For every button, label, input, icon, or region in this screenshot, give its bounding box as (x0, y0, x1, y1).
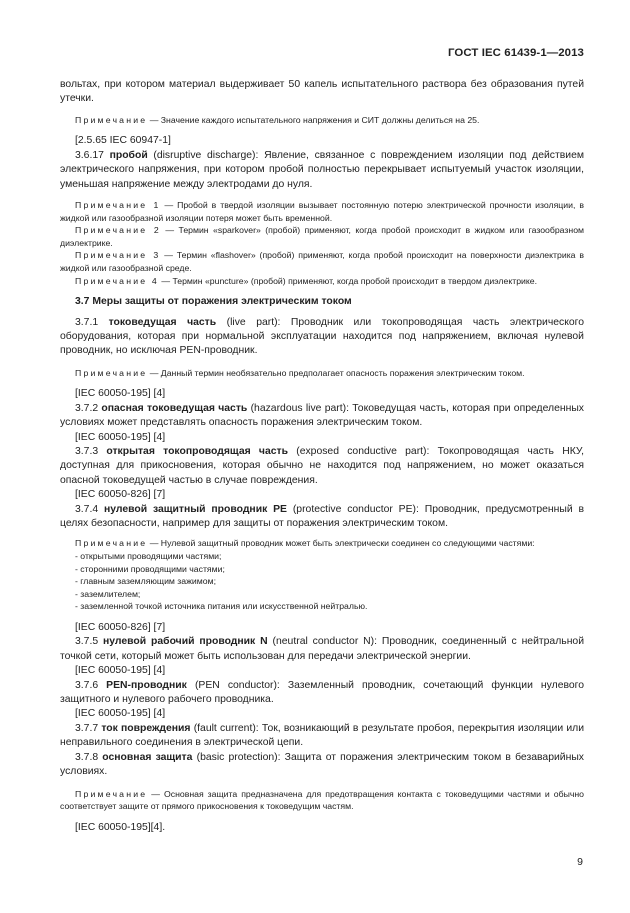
definition-3-7-3: 3.7.3 открытая токопроводящая часть (exposed conductive part): Токопроводящая часть НКУ, доступная для прикосновения, которая обычно не находится под напряжением, но может оказаться опасной токоведущей частью в случае повреждения. (60, 446, 584, 486)
page-content (60, 78, 584, 835)
reference: [IEC 60050-195] [4] (75, 388, 166, 400)
note: Примечание — Нулевой защитный проводник может быть электрически соединен со следующими частями: (75, 538, 535, 549)
page-header-standard: ГОСТ IEC 61439-1—2013 (447, 47, 584, 59)
definition-3-7-2: 3.7.2 опасная токоведущая часть (hazardous live part): Токоведущая часть, которая при определенных условиях может представлять опасность поражения электрическим током. (60, 402, 585, 429)
definition-3-7-5: 3.7.5 нулевой рабочий проводник N (neutral conductor N): Проводник, соединенный с нейтральной точкой сети, который может быть использован для передачи электрической энергии. (60, 636, 585, 662)
definition-3-7-8: 3.7.8 основная защита (basic protection): Защита от поражения электрическим током в безаварийных условиях. (60, 751, 584, 778)
note: Примечание — Данный термин необязательно предполагает опасность поражения электрическим током. (75, 367, 525, 378)
note: Примечание 2 — Термин «sparkover» (пробой) применяют, когда пробой происходит в жидком или газообразном диэлектрике. (60, 225, 584, 248)
definition-3-7-6: 3.7.6 PEN-проводник (PEN conductor): Заземленный проводник, сочетающий функции нулевого защитного и нулевого рабочего проводника. (60, 679, 584, 706)
definition-3-7-7: 3.7.7 ток повреждения (fault current): Ток, возникающий в результате пробоя, перекрытия изоляции или неправильного соединения в электрической цепи. (60, 722, 585, 749)
note: Примечание — Основная защита предназначена для предотвращения контакта с токоведущими частями и обычно соответствует защите от прямого прикосновения к токоведущим частям. (60, 788, 584, 812)
note: Примечание — Значение каждого испытательного напряжения и СИТ должны делиться на 25. (75, 114, 480, 125)
list-item: - заземлителем; (75, 588, 141, 599)
reference: [2.5.65 IEC 60947-1] (75, 135, 171, 147)
reference: [IEC 60050-826] [7] (75, 489, 166, 501)
list-item: - открытыми проводящими частями; (75, 551, 222, 562)
reference: [IEC 60050-195] [4] (75, 708, 166, 720)
definition-3-7-1: 3.7.1 токоведущая часть (live part): Проводник или токопроводящая часть электрического оборудования, которая при нормальной эксплуатации находится под напряжением, включая нулевой проводник, но исключая PEN-проводник. (60, 316, 585, 357)
section-heading-3-7: 3.7 Меры защиты от поражения электрическим током (75, 296, 352, 308)
reference: [IEC 60050-195][4]. (75, 821, 166, 833)
page-number: 9 (577, 856, 583, 868)
note: Примечание 3 — Термин «flashover» (пробой) применяют, когда пробой происходит на поверхности диэлектрика в жидкой или газообразной среде. (60, 250, 584, 273)
paragraph: вольтах, при котором материал выдерживает 50 капель испытательного раствора без образования путей утечки. (60, 79, 584, 105)
note: Примечание 1 — Пробой в твердой изоляции вызывает постоянную потерю электрической прочности изоляции, в жидкой или газообразной изоляции потеря может быть временной. (60, 200, 584, 223)
reference: [IEC 60050-826] [7] (75, 622, 166, 634)
reference: [IEC 60050-195] [4] (75, 431, 166, 443)
list-item: - сторонними проводящими частями; (75, 563, 225, 574)
definition-3-7-4: 3.7.4 нулевой защитный проводник PE (protective conductor PE): Проводник, предусмотренный в целях безопасности, например для защиты от поражения электрическим током. (60, 503, 585, 530)
definition-3-6-17: 3.6.17 пробой (disruptive discharge): Явление, связанное с повреждением изоляции под действием электрического напряжения, при котором пробой полностью перекрывает испытуемый участок изоляции, уменьшая напряжение между электродами до нуля. (60, 149, 584, 190)
note: Примечание 4 — Термин «puncture» (пробой) применяют, когда пробой происходит в твердом диэлектрике. (75, 275, 538, 286)
list-item: - главным заземляющим зажимом; (75, 576, 216, 587)
reference: [IEC 60050-195] [4] (75, 665, 166, 677)
list-item: - заземленной точкой источника питания или искусственной нейтралью. (75, 601, 368, 612)
